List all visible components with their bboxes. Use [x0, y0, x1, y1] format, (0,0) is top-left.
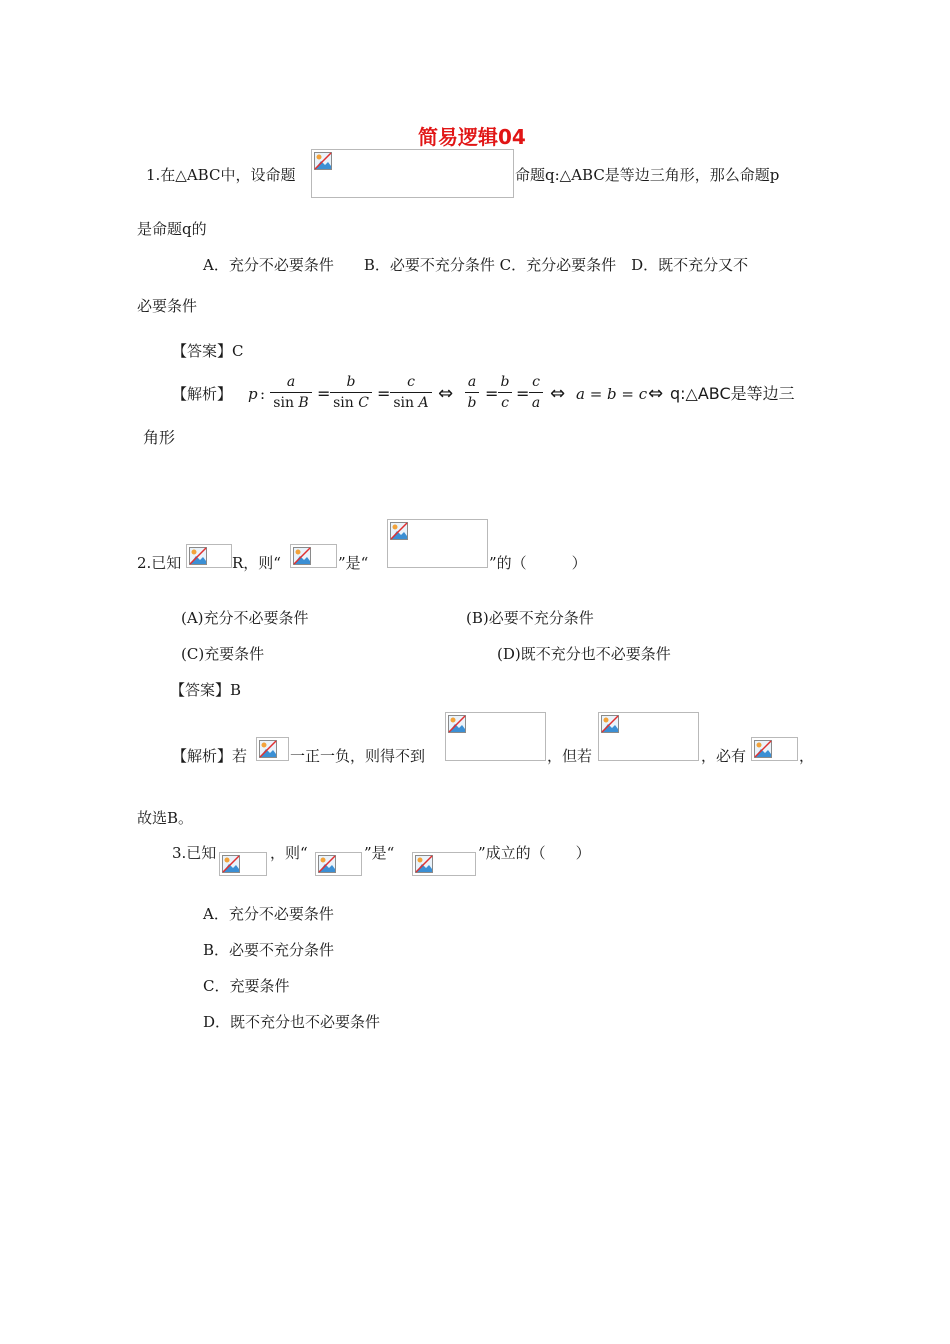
iff-symbol: ⇔	[648, 383, 664, 404]
q2-option-d: (D)既不充分也不必要条件	[497, 645, 671, 663]
q2-stem-c: ”是“	[338, 554, 369, 572]
broken-image-icon	[315, 852, 362, 876]
q2-option-b: (B)必要不充分条件	[466, 609, 594, 627]
formula-chain: a = b = c	[576, 385, 648, 403]
q2-option-c: (C)充要条件	[181, 645, 265, 663]
formula-equals: =	[317, 384, 331, 403]
q2-answer: 【答案】B	[170, 681, 242, 699]
q2-option-a: (A)充分不必要条件	[181, 609, 309, 627]
fraction-b-over-sinC: b sin C	[330, 373, 372, 412]
page-title: 简易逻辑04	[418, 125, 526, 149]
q1-stem-start: 1.在△ABC中，设命题	[146, 166, 296, 184]
fraction-c-over-a: c a	[529, 373, 543, 412]
fraction-a-over-sinB: a sin B	[270, 373, 312, 412]
broken-image-icon	[598, 712, 699, 761]
q3-stem-d: ”成立的（ ）	[478, 844, 591, 862]
iff-symbol: ⇔	[550, 383, 566, 404]
formula-colon: :	[260, 385, 266, 403]
q2-stem-a: 2.已知	[137, 554, 182, 572]
q1-analysis-label: 【解析】	[172, 385, 233, 403]
fraction-c-over-sinA: c sin A	[390, 373, 432, 412]
q1-analysis-line2: 角形	[143, 428, 176, 447]
q3-option-c: C．充要条件	[203, 977, 290, 995]
q1-answer: 【答案】C	[172, 342, 244, 360]
q3-option-b: B．必要不充分条件	[203, 941, 335, 959]
formula-equals: =	[485, 384, 499, 403]
q2-analysis-c: ，但若	[547, 747, 593, 765]
q1-stem-end: 命题q:△ABC是等边三角形，那么命题p	[515, 166, 780, 184]
fraction-b-over-c: b c	[498, 373, 512, 412]
broken-image-icon	[445, 712, 546, 761]
q3-option-a: A．充分不必要条件	[203, 905, 334, 923]
formula-equals: =	[377, 384, 391, 403]
broken-image-icon	[412, 852, 476, 876]
q1-options-line2: 必要条件	[137, 297, 198, 315]
iff-symbol: ⇔	[438, 383, 454, 404]
q2-analysis-a: 【解析】若	[172, 747, 248, 765]
broken-image-icon	[256, 737, 289, 761]
q1-stem-line2: 是命题q的	[137, 220, 207, 238]
q2-analysis-d: ，必有	[701, 747, 747, 765]
q1-options-line1: A．充分不必要条件 B．必要不充分条件 C．充分必要条件 D．既不充分又不	[203, 256, 749, 274]
formula-equals: =	[516, 384, 530, 403]
q3-stem-a: 3.已知	[172, 844, 217, 862]
broken-image-icon	[387, 519, 488, 568]
broken-image-icon	[290, 544, 337, 568]
q2-stem-d: ”的（ ）	[489, 554, 587, 572]
q3-option-d: D．既不充分也不必要条件	[203, 1013, 381, 1031]
q3-stem-c: ”是“	[364, 844, 395, 862]
q3-stem-b: ，则“	[270, 844, 308, 862]
formula-p: p	[248, 385, 258, 403]
q2-analysis-b: 一正一负，则得不到	[290, 747, 426, 765]
q2-stem-b: R，则“	[232, 554, 281, 572]
q2-analysis-e: ，	[799, 747, 815, 765]
q1-analysis-tail: q:△ABC是等边三	[670, 384, 795, 403]
broken-image-icon	[186, 544, 232, 568]
broken-image-icon	[219, 852, 267, 876]
broken-image-icon	[751, 737, 798, 761]
broken-image-icon	[311, 149, 514, 198]
q2-analysis-line2: 故选B。	[137, 809, 194, 827]
fraction-a-over-b: a b	[465, 373, 479, 412]
